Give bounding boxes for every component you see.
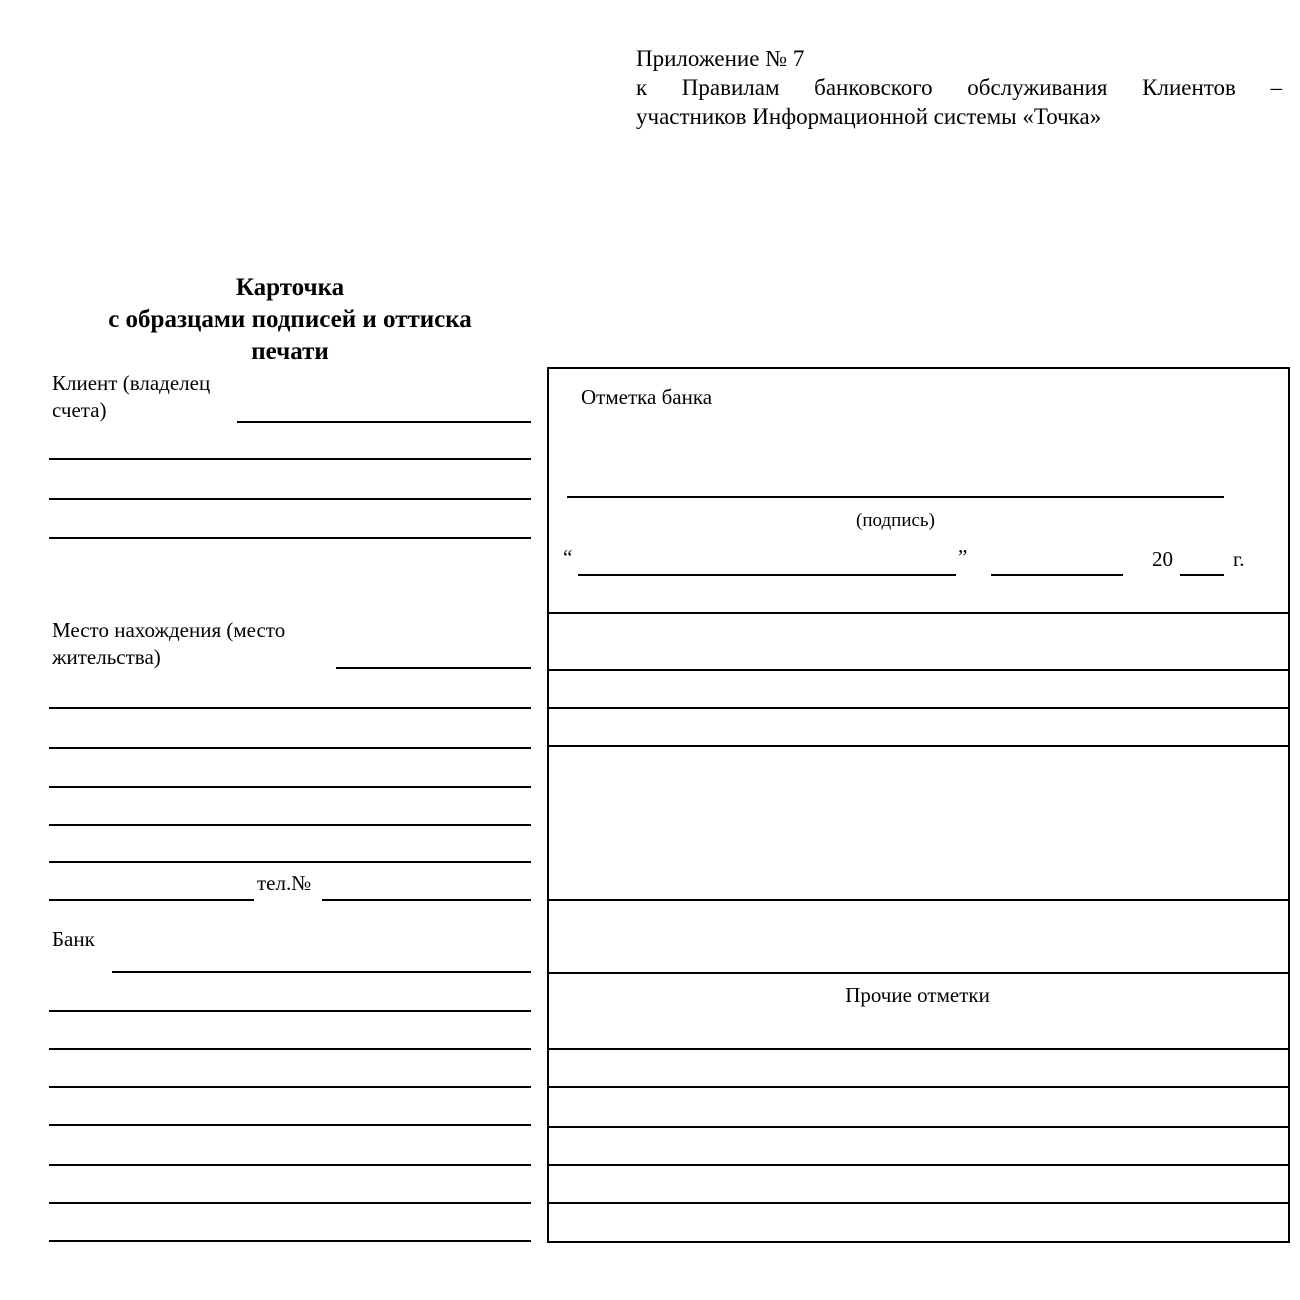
appendix-number: Приложение № 7 bbox=[636, 46, 805, 71]
box-row-divider bbox=[547, 707, 1288, 709]
location-label-line-2: жительства) bbox=[52, 645, 161, 669]
box-row-divider bbox=[547, 1086, 1288, 1088]
bank-name-field[interactable] bbox=[112, 971, 531, 973]
bank-signature-field[interactable] bbox=[567, 496, 1224, 498]
card-title bbox=[60, 272, 520, 368]
date-year-suffix: г. bbox=[1233, 547, 1245, 571]
location-field[interactable] bbox=[336, 667, 531, 669]
card-title-line-2: с образцами подписей и оттиска bbox=[108, 306, 472, 333]
box-row-divider bbox=[547, 1048, 1288, 1050]
location-field-line[interactable] bbox=[49, 707, 531, 709]
bank-field-line[interactable] bbox=[49, 1124, 531, 1126]
bank-field-line[interactable] bbox=[49, 1086, 531, 1088]
box-row-divider bbox=[547, 745, 1288, 747]
box-row-divider bbox=[547, 1164, 1288, 1166]
bank-field-line[interactable] bbox=[49, 1164, 531, 1166]
location-field-line[interactable] bbox=[49, 824, 531, 826]
phone-label: тел.№ bbox=[257, 871, 312, 895]
date-day-field[interactable] bbox=[578, 574, 956, 576]
date-open-quote: “ bbox=[563, 545, 573, 569]
bank-field-line[interactable] bbox=[49, 1010, 531, 1012]
date-close-quote: ” bbox=[958, 545, 968, 569]
signature-caption: (подпись) bbox=[856, 510, 935, 531]
box-row-divider bbox=[547, 669, 1288, 671]
date-year-prefix: 20 bbox=[1152, 547, 1173, 571]
appendix-rules-reference: к Правилам банковского обслуживания Клиентов – bbox=[636, 75, 1282, 100]
date-year-field[interactable] bbox=[1180, 574, 1224, 576]
bank-field-line[interactable] bbox=[49, 1240, 531, 1242]
client-name-field[interactable] bbox=[237, 421, 531, 423]
location-field-line[interactable] bbox=[49, 747, 531, 749]
bank-marks-box bbox=[547, 367, 1290, 1243]
box-row-divider bbox=[547, 612, 1288, 614]
bank-field-line[interactable] bbox=[49, 1202, 531, 1204]
other-marks-label: Прочие отметки bbox=[845, 983, 990, 1007]
location-field-line[interactable] bbox=[49, 786, 531, 788]
card-title-line-3: печати bbox=[251, 338, 329, 365]
card-title-line-1: Карточка bbox=[235, 274, 345, 301]
client-label-line-1: Клиент (владелец bbox=[52, 371, 211, 395]
bank-field-line[interactable] bbox=[49, 1048, 531, 1050]
box-row-divider bbox=[547, 1202, 1288, 1204]
box-row-divider bbox=[547, 972, 1288, 974]
bank-label: Банк bbox=[52, 927, 95, 951]
phone-number-field[interactable] bbox=[322, 899, 531, 901]
bank-mark-label: Отметка банка bbox=[581, 385, 713, 409]
client-label-line-2: счета) bbox=[52, 398, 107, 422]
phone-prefix-field[interactable] bbox=[49, 899, 254, 901]
client-field-line[interactable] bbox=[49, 498, 531, 500]
appendix-system-name: участников Информационной системы «Точка» bbox=[636, 104, 1102, 129]
box-row-divider bbox=[547, 1126, 1288, 1128]
location-label-line-1: Место нахождения (место bbox=[52, 618, 286, 642]
client-field-line[interactable] bbox=[49, 537, 531, 539]
client-field-line[interactable] bbox=[49, 458, 531, 460]
appendix-header bbox=[636, 44, 1282, 131]
location-field-line[interactable] bbox=[49, 861, 531, 863]
date-month-field[interactable] bbox=[991, 574, 1123, 576]
box-row-divider bbox=[547, 899, 1288, 901]
